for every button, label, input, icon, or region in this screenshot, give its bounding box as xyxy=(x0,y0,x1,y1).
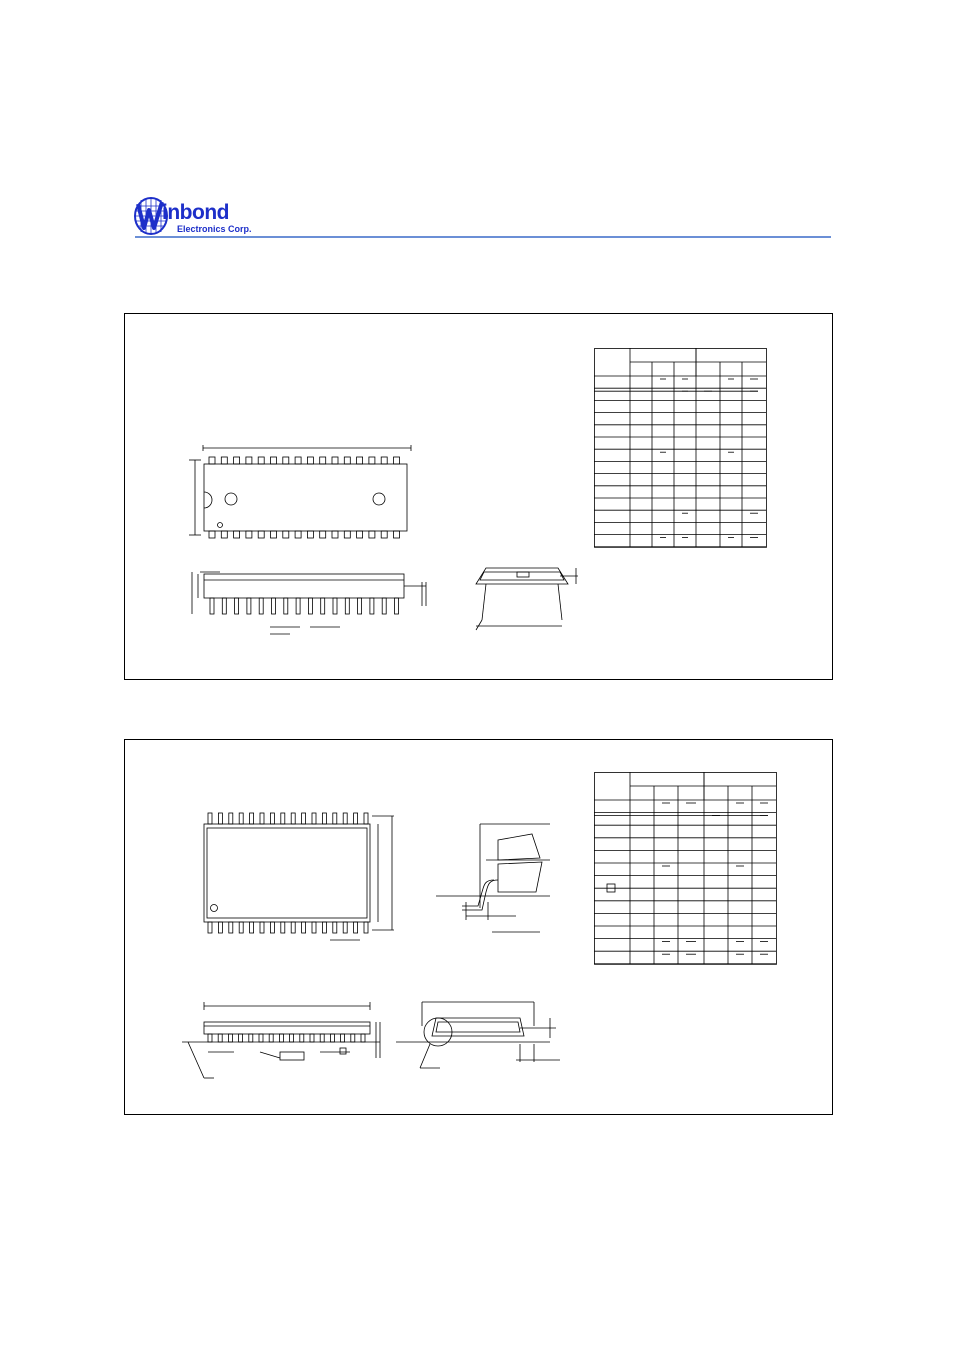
dip-end-view xyxy=(472,558,582,638)
sop-end-view xyxy=(410,996,560,1076)
dip-side-view xyxy=(190,562,435,647)
dip-pin-bottom xyxy=(271,531,277,538)
dip-pin-bottom xyxy=(221,531,227,538)
dip-pin-bottom xyxy=(357,531,363,538)
dip-side-pin xyxy=(308,598,312,614)
sop-pin-bottom xyxy=(343,922,347,933)
sop-pin-top xyxy=(302,813,306,824)
sop-pin-top xyxy=(260,813,264,824)
dip-pin-top xyxy=(307,457,313,464)
sop-pin-top xyxy=(239,813,243,824)
sop-side-pin xyxy=(279,1034,283,1042)
dip-pin-bottom xyxy=(234,531,240,538)
sop-pin-top xyxy=(250,813,254,824)
dip-pin-bottom xyxy=(246,531,252,538)
dip-pin-bottom xyxy=(394,531,400,538)
sop-pin-bottom xyxy=(322,922,326,933)
dip-pin-bottom xyxy=(258,531,264,538)
sop-pin-bottom xyxy=(229,922,233,933)
dip-pin-top xyxy=(320,457,326,464)
table-border xyxy=(595,773,777,965)
dip-side-pin xyxy=(272,598,276,614)
sop-side-pin xyxy=(361,1034,365,1042)
sop-pin-bottom xyxy=(281,922,285,933)
dip-pin-bottom xyxy=(381,531,387,538)
dip-pin-top xyxy=(209,457,215,464)
sop-side-pin xyxy=(320,1034,324,1042)
sop-side-view xyxy=(180,1000,390,1080)
sop-pin-top xyxy=(291,813,295,824)
dip-side-pin xyxy=(333,598,337,614)
dip-pin-top xyxy=(394,457,400,464)
dip-pin-top xyxy=(332,457,338,464)
sop-lead-detail-view xyxy=(432,820,562,940)
sop-pin-bottom xyxy=(302,922,306,933)
sop-pin-bottom xyxy=(270,922,274,933)
dip-top-view xyxy=(185,440,420,545)
dip-side-pin xyxy=(395,598,399,614)
sop-side-pin xyxy=(300,1034,304,1042)
brand-name: inbond xyxy=(162,201,229,224)
sop-side-pin xyxy=(310,1034,314,1042)
dip-pin-top xyxy=(221,457,227,464)
sop-pin-bottom xyxy=(218,922,222,933)
sop-pin-top xyxy=(281,813,285,824)
sop-side-pin xyxy=(218,1034,222,1042)
sop-pin-top xyxy=(322,813,326,824)
sop-side-pin xyxy=(351,1034,355,1042)
dip-side-pin xyxy=(296,598,300,614)
dip-side-pin xyxy=(284,598,288,614)
sop-pin-bottom xyxy=(250,922,254,933)
dip-pin-top xyxy=(283,457,289,464)
dip-side-pin xyxy=(370,598,374,614)
sop-pin-top xyxy=(343,813,347,824)
dip-side-pin xyxy=(247,598,251,614)
sop-side-pin xyxy=(341,1034,345,1042)
sop-pin-top xyxy=(270,813,274,824)
sop-pin-bottom xyxy=(239,922,243,933)
dip-pin-bottom xyxy=(209,531,215,538)
table-border xyxy=(595,349,767,548)
header-divider xyxy=(135,236,831,238)
sop-pin-top xyxy=(208,813,212,824)
dip-pin-top xyxy=(357,457,363,464)
sop-pin-top xyxy=(333,813,337,824)
sop-pin-top xyxy=(364,813,368,824)
dip-pin-bottom xyxy=(283,531,289,538)
dip-pin-bottom xyxy=(344,531,350,538)
dimension-table-2 xyxy=(594,772,778,968)
dimension-table-1 xyxy=(594,348,768,548)
sop-side-pin xyxy=(228,1034,232,1042)
brand-tagline: Electronics Corp. xyxy=(177,224,252,234)
dip-pin-top xyxy=(246,457,252,464)
dip-side-pin xyxy=(345,598,349,614)
dip-pin-top xyxy=(344,457,350,464)
dip-pin-top xyxy=(295,457,301,464)
dip-side-pin xyxy=(259,598,263,614)
sop-pin-bottom xyxy=(260,922,264,933)
dip-side-pin xyxy=(235,598,239,614)
sop-pin-top xyxy=(229,813,233,824)
sop-side-pin xyxy=(290,1034,294,1042)
dip-pin-bottom xyxy=(295,531,301,538)
sop-side-pin xyxy=(208,1034,212,1042)
dip-pin-top xyxy=(258,457,264,464)
dip-pin-top xyxy=(369,457,375,464)
dip-side-pin xyxy=(382,598,386,614)
dip-side-pin xyxy=(210,598,214,614)
dip-side-pin xyxy=(321,598,325,614)
sop-pin-bottom xyxy=(354,922,358,933)
sop-side-pin xyxy=(330,1034,334,1042)
sop-pin-top xyxy=(354,813,358,824)
sop-pin-bottom xyxy=(208,922,212,933)
dip-pin-bottom xyxy=(369,531,375,538)
sop-pin-bottom xyxy=(312,922,316,933)
dip-side-pin xyxy=(222,598,226,614)
sop-side-pin xyxy=(239,1034,243,1042)
sop-pin-bottom xyxy=(333,922,337,933)
sop-pin-bottom xyxy=(364,922,368,933)
dip-pin-top xyxy=(271,457,277,464)
dip-pin-bottom xyxy=(320,531,326,538)
sop-side-pin xyxy=(249,1034,253,1042)
sop-side-pin xyxy=(259,1034,263,1042)
sop-top-view xyxy=(200,808,405,948)
dip-side-pin xyxy=(358,598,362,614)
dip-pin-top xyxy=(234,457,240,464)
sop-side-pin xyxy=(269,1034,273,1042)
sop-pin-top xyxy=(218,813,222,824)
dip-pin-top xyxy=(381,457,387,464)
sop-pin-bottom xyxy=(291,922,295,933)
sop-pin-top xyxy=(312,813,316,824)
dip-pin-bottom xyxy=(332,531,338,538)
dip-pin-bottom xyxy=(307,531,313,538)
